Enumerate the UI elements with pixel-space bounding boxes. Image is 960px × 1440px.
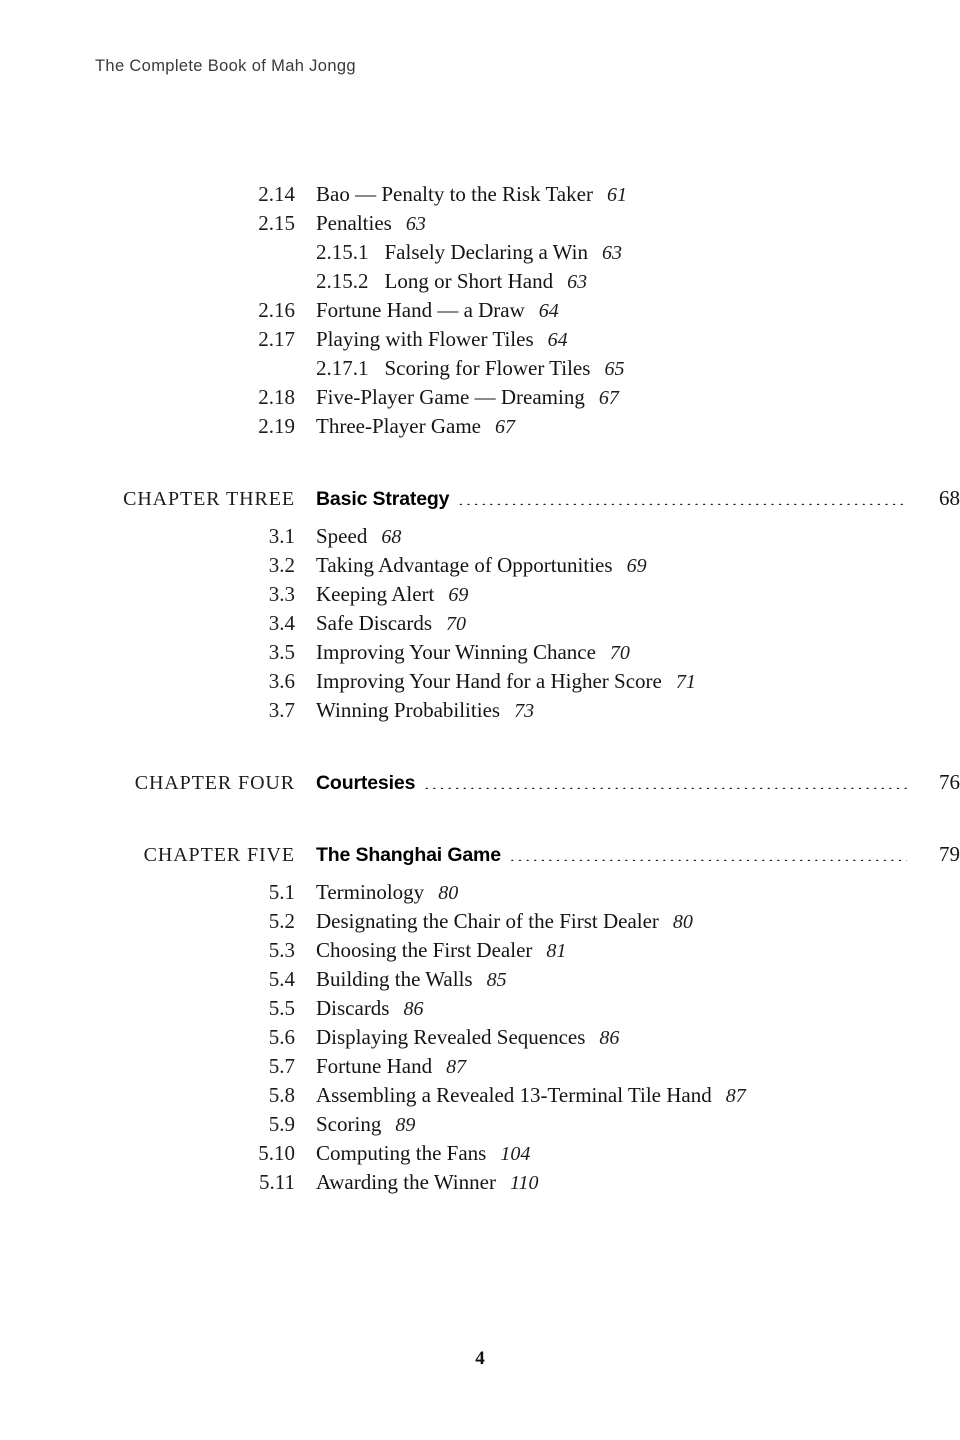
toc-number-gutter: [0, 1054, 295, 1079]
toc-entry-content: [295, 211, 960, 236]
toc-entry-content: [295, 967, 960, 992]
dot-leader: [510, 845, 907, 861]
toc-subsection-row[interactable]: [0, 240, 960, 269]
toc-section-row[interactable]: [0, 553, 960, 582]
toc-number-gutter: [0, 1083, 295, 1108]
toc-entry-page-number: 70: [609, 642, 630, 664]
toc-section-number: 2.15: [258, 211, 295, 235]
toc-entry-content: [295, 385, 960, 410]
toc-section-row[interactable]: [0, 1054, 960, 1083]
toc-entry-page-number: 67: [495, 416, 515, 438]
chapter-rule-spacer: [0, 871, 960, 880]
toc-number-gutter: [0, 327, 295, 352]
toc-entry-title: Scoring for Flower Tiles: [384, 356, 591, 380]
toc-entry-content: [295, 182, 960, 207]
toc-section-row[interactable]: [0, 938, 960, 967]
toc-entry-title: Designating the Chair of the First Dealer: [316, 909, 659, 933]
toc-section-number: 5.2: [268, 909, 295, 933]
toc-section-number: 5.8: [268, 1083, 295, 1107]
toc-entry-page-number: 64: [538, 300, 559, 322]
toc-number-gutter: [0, 582, 295, 607]
toc-entry-content: [295, 582, 960, 607]
toc-section-row[interactable]: [0, 640, 960, 669]
toc-entry-content: [295, 1083, 960, 1108]
toc-section-number: 3.1: [268, 524, 295, 548]
toc-entry-title: Bao — Penalty to the Risk Taker: [316, 182, 593, 206]
toc-chapter-label-gutter: [0, 488, 295, 511]
dot-leader: [458, 489, 907, 505]
toc-entry-page-number: 86: [599, 1027, 620, 1049]
toc-entry-title: Scoring: [316, 1112, 382, 1136]
toc-section-row[interactable]: [0, 182, 960, 211]
toc-entry-page-number: 80: [672, 911, 693, 933]
toc-number-gutter: [0, 967, 295, 992]
toc-chapter-label: CHAPTER THREE: [123, 488, 295, 510]
toc-entry-title: Fortune Hand — a Draw: [316, 298, 525, 322]
toc-entry-content: [295, 240, 960, 265]
toc-entry-page-number: 68: [381, 526, 402, 548]
toc-entry-content: [295, 1025, 960, 1050]
toc-entry-title: Fortune Hand: [316, 1054, 433, 1078]
toc-number-gutter: [0, 640, 295, 665]
toc-number-gutter: [0, 182, 295, 207]
toc-section-row[interactable]: [0, 1112, 960, 1141]
toc-section-number: 5.10: [258, 1141, 295, 1165]
toc-entry-content: [295, 909, 960, 934]
toc-section-row[interactable]: [0, 298, 960, 327]
toc-entry-content: [295, 1170, 960, 1195]
toc-entry-page-number: 63: [405, 213, 426, 235]
toc-entry-content: [295, 669, 960, 694]
toc-section-number: 5.5: [268, 996, 295, 1020]
toc-entry-title: Displaying Revealed Sequences: [316, 1025, 586, 1049]
toc-section-row[interactable]: [0, 211, 960, 240]
toc-number-gutter: [0, 996, 295, 1021]
toc-number-gutter: [0, 1025, 295, 1050]
toc-section-number: 3.4: [268, 611, 295, 635]
toc-chapter-row[interactable]: [0, 842, 960, 871]
block-spacer: [0, 727, 960, 770]
toc-section-number: 5.4: [268, 967, 295, 991]
toc-section-number: 5.11: [259, 1170, 295, 1194]
toc-subsection-number: 2.15.2: [316, 269, 369, 293]
toc-entry-page-number: 69: [626, 555, 647, 577]
toc-entry-content: [295, 880, 960, 905]
toc-entry-title: Keeping Alert: [316, 582, 435, 606]
toc-subsection-row[interactable]: [0, 356, 960, 385]
toc-number-gutter: [0, 611, 295, 636]
toc-number-gutter: [0, 1112, 295, 1137]
toc-section-row[interactable]: [0, 385, 960, 414]
toc-section-row[interactable]: [0, 669, 960, 698]
toc-subsection-row[interactable]: [0, 269, 960, 298]
toc-section-row[interactable]: [0, 327, 960, 356]
toc-section-row[interactable]: [0, 1141, 960, 1170]
toc-section-number: 2.17: [258, 327, 295, 351]
toc-entry-page-number: 70: [446, 613, 467, 635]
toc-section-number: 2.18: [258, 385, 295, 409]
toc-entry-page-number: 63: [567, 271, 588, 293]
toc-entry-title: Choosing the First Dealer: [316, 938, 533, 962]
toc-section-row[interactable]: [0, 611, 960, 640]
toc-section-row[interactable]: [0, 582, 960, 611]
toc-entry-page-number: 86: [403, 998, 424, 1020]
toc-section-number: 3.6: [268, 669, 295, 693]
toc-number-gutter: [0, 669, 295, 694]
toc-section-row[interactable]: [0, 1025, 960, 1054]
toc-entry-content: [295, 1112, 960, 1137]
toc-section-number: 5.3: [268, 938, 295, 962]
toc-entry-content: [295, 640, 960, 665]
toc-entry-page-number: 89: [395, 1114, 416, 1136]
toc-number-gutter: [0, 524, 295, 549]
toc-entry-page-number: 65: [604, 358, 625, 380]
toc-entry-title: Safe Discards: [316, 611, 433, 635]
toc-entry-page-number: 80: [438, 882, 459, 904]
toc-section-number: 5.9: [268, 1112, 295, 1136]
toc-section-number: 3.5: [268, 640, 295, 664]
toc-subsection-number: 2.15.1: [316, 240, 369, 264]
toc-entry-page-number: 85: [486, 969, 507, 991]
toc-section-number: 5.7: [268, 1054, 295, 1078]
toc-section-number: 3.2: [268, 553, 295, 577]
toc-chapter-content: [295, 486, 960, 511]
toc-entry-title: Terminology: [316, 880, 425, 904]
toc-number-gutter: [0, 1170, 295, 1195]
toc-chapter-row[interactable]: [0, 486, 960, 515]
toc-chapter-label: CHAPTER FOUR: [134, 772, 295, 794]
toc-entry-title: Falsely Declaring a Win: [384, 240, 588, 264]
toc-entry-content: [295, 298, 960, 323]
toc-entry-content: [295, 269, 960, 294]
running-head: The Complete Book of Mah Jongg: [95, 57, 356, 75]
toc-entry-content: [295, 553, 960, 578]
toc-number-gutter: [0, 880, 295, 905]
block-spacer: [0, 443, 960, 486]
toc-chapter-title: Courtesies: [316, 772, 416, 794]
toc-entry-page-number: 110: [509, 1172, 539, 1194]
toc-section-row[interactable]: [0, 967, 960, 996]
toc-number-gutter: [0, 298, 295, 323]
toc-section-number: 2.14: [258, 182, 295, 206]
toc-entry-title: Taking Advantage of Opportunities: [316, 553, 613, 577]
toc-section-number: 5.1: [268, 880, 295, 904]
toc-entry-content: [295, 996, 960, 1021]
toc-number-gutter: [0, 1141, 295, 1166]
toc-section-row[interactable]: [0, 414, 960, 443]
toc-entry-title: Assembling a Revealed 13-Terminal Tile Hand: [316, 1083, 712, 1107]
toc-section-row[interactable]: [0, 996, 960, 1025]
toc-entry-page-number: 69: [448, 584, 469, 606]
toc-number-gutter: [0, 553, 295, 578]
toc-chapter-row[interactable]: [0, 770, 960, 799]
toc-entry-title: Awarding the Winner: [316, 1170, 496, 1194]
toc-section-number: 3.3: [268, 582, 295, 606]
toc-chapter-content: [295, 842, 960, 867]
toc-entry-content: [295, 698, 960, 723]
toc-section-row[interactable]: [0, 524, 960, 553]
toc-entry-title: Improving Your Winning Chance: [316, 640, 596, 664]
toc-chapter-label: CHAPTER FIVE: [143, 844, 295, 866]
toc-entry-page-number: 71: [675, 671, 696, 693]
toc-section-row[interactable]: [0, 880, 960, 909]
toc-entry-page-number: 87: [446, 1056, 467, 1078]
toc-section-number: 2.19: [258, 414, 295, 438]
toc-entry-title: Speed: [316, 524, 368, 548]
toc-subsection-number: 2.17.1: [316, 356, 369, 380]
toc-entry-page-number: 67: [598, 387, 619, 409]
toc-section-row[interactable]: [0, 1083, 960, 1112]
toc-section-number: 2.16: [258, 298, 295, 322]
page-folio: 4: [475, 1348, 485, 1369]
toc-number-gutter: [0, 698, 295, 723]
toc-entry-content: [295, 327, 960, 352]
toc-entry-title: Building the Walls: [316, 967, 473, 991]
toc-section-row[interactable]: [0, 909, 960, 938]
toc-entry-content: [295, 356, 960, 381]
toc-entry-page-number: 63: [601, 242, 622, 264]
toc-entry-content: [295, 938, 960, 963]
toc-entry-title: Long or Short Hand: [384, 269, 554, 293]
toc-entry-page-number: 104: [500, 1143, 531, 1165]
toc-number-gutter: [0, 385, 295, 410]
toc-entry-content: [295, 1141, 960, 1166]
toc-number-gutter: [0, 938, 295, 963]
toc-chapter-page-number: 76: [939, 770, 960, 794]
toc-chapter-page-number: 79: [939, 842, 960, 866]
toc-number-gutter: [0, 414, 295, 439]
toc-section-row[interactable]: [0, 698, 960, 727]
block-spacer: [0, 799, 960, 842]
toc-entry-title: Improving Your Hand for a Higher Score: [316, 669, 662, 693]
toc-entry-title: Winning Probabilities: [316, 698, 501, 722]
toc-entry-page-number: 61: [606, 184, 627, 206]
toc-entry-title: Three-Player Game: [316, 414, 481, 438]
table-of-contents: [0, 182, 960, 1199]
toc-entry-content: [295, 524, 960, 549]
toc-chapter-label-gutter: [0, 772, 295, 795]
toc-section-row[interactable]: [0, 1170, 960, 1199]
toc-number-gutter: [0, 211, 295, 236]
toc-chapter-page-number: 68: [939, 486, 960, 510]
toc-chapter-label-gutter: [0, 844, 295, 867]
toc-entry-content: [295, 414, 960, 439]
toc-entry-content: [295, 611, 960, 636]
dot-leader: [424, 773, 907, 789]
toc-chapter-content: [295, 770, 960, 795]
toc-number-gutter: [0, 909, 295, 934]
toc-entry-page-number: 81: [546, 940, 567, 962]
toc-entry-title: Penalties: [316, 211, 392, 235]
toc-section-number: 5.6: [268, 1025, 295, 1049]
toc-entry-content: [295, 1054, 960, 1079]
toc-section-number: 3.7: [268, 698, 295, 722]
toc-entry-title: Playing with Flower Tiles: [316, 327, 534, 351]
toc-chapter-title: Basic Strategy: [316, 488, 450, 510]
toc-entry-title: Five-Player Game — Dreaming: [316, 385, 585, 409]
toc-entry-page-number: 64: [547, 329, 568, 351]
toc-entry-title: Discards: [316, 996, 390, 1020]
toc-entry-title: Computing the Fans: [316, 1141, 487, 1165]
toc-entry-page-number: 87: [725, 1085, 746, 1107]
chapter-rule-spacer: [0, 515, 960, 524]
toc-chapter-title: The Shanghai Game: [316, 844, 501, 866]
toc-entry-page-number: 73: [514, 700, 535, 722]
